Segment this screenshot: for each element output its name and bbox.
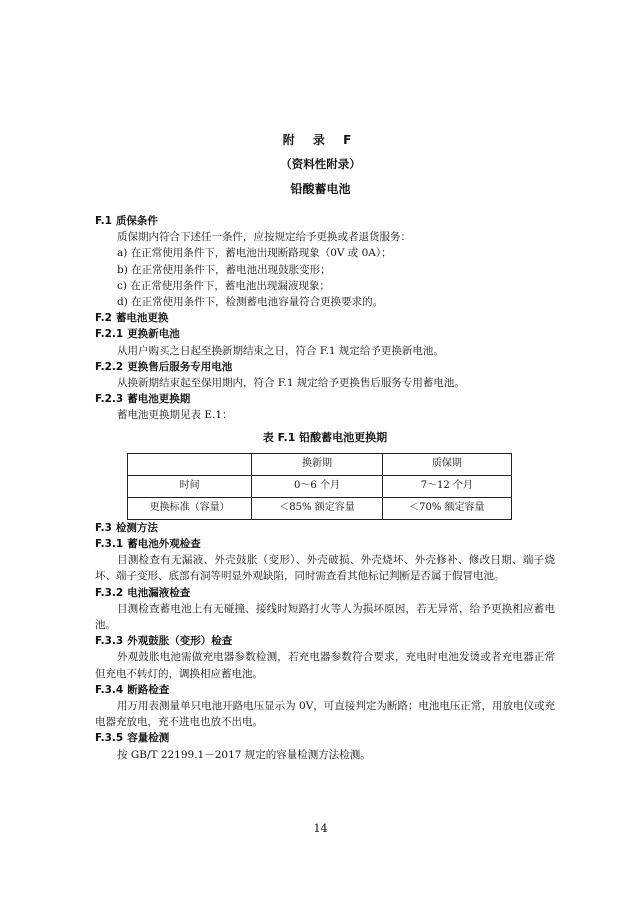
page-number: 14 [313, 822, 328, 835]
section-f21-text: 从用户购买之日起至换新期结束之日，符合 F.1 规定给予更换新电池。 [117, 344, 444, 357]
table-cell: ＜70% 额定容量 [382, 497, 511, 519]
section-number: F.3.1 [95, 538, 124, 551]
annex-subtitle: （资料性附录） [280, 157, 361, 171]
section-heading-f33 [95, 633, 555, 649]
section-title: 蓄电池外观检查 [127, 538, 201, 551]
section-title: 外观鼓胀（变形）检查 [127, 635, 233, 648]
replacement-period-table [127, 453, 512, 520]
table-cell: 时间 [128, 475, 252, 497]
section-heading-f3 [95, 520, 555, 536]
list-item: a) 在正常使用条件下，蓄电池出现断路现象（0V 或 0A）； [117, 247, 392, 260]
section-number: F.2 [95, 312, 112, 325]
table-header-row [128, 453, 512, 475]
section-title: 容量检测 [127, 732, 170, 745]
table-row [128, 497, 512, 519]
table-header-cell: 换新期 [252, 453, 382, 475]
table-cell: ＜85% 额定容量 [252, 497, 382, 519]
section-title: 断路检查 [127, 683, 170, 696]
section-f22-text: 从换新期结束起至保用期内，符合 F.1 规定给予更换售后服务专用蓄电池。 [117, 377, 465, 390]
section-title: 蓄电池更换 [115, 312, 169, 325]
list-item: b) 在正常使用条件下，蓄电池出现鼓胀变形； [117, 263, 331, 276]
section-title: 蓄电池更换期 [127, 393, 191, 406]
table-cell: 更换标准（容量） [128, 497, 252, 519]
document-body [95, 213, 555, 763]
section-heading-f22 [95, 359, 555, 375]
section-title: 质保条件 [115, 215, 158, 227]
section-heading-f2 [95, 310, 555, 326]
list-item: c) 在正常使用条件下，蓄电池出现漏液现象； [117, 279, 330, 292]
section-heading-f34 [95, 682, 555, 698]
section-title: 检测方法 [115, 521, 158, 534]
table-row [128, 475, 512, 497]
section-heading-f31 [95, 536, 555, 552]
table-cell: 7～12 个月 [382, 475, 511, 497]
section-title: 更换新电池 [127, 328, 180, 341]
table-title: 表 F.1 铅酸蓄电池更换期 [262, 430, 388, 444]
section-number: F.3.4 [95, 683, 124, 696]
section-f32-text: 目测检查蓄电池上有无碰撞、接线时短路打火等人为损坏原因，若无异常，给予更换相应蓄电池。 [95, 602, 555, 632]
section-heading-f1 [95, 213, 555, 229]
section-f23-text: 蓄电池更换期见表 E.1： [117, 409, 233, 422]
section-f35-text: 按 GB/T 22199.1－2017 规定的容量检测方法检测。 [117, 748, 371, 761]
section-number: F.2.1 [95, 328, 124, 341]
section-f33-text: 外观鼓胀电池需做充电器参数检测，若充电器参数符合要求，充电时电池发烫或者充电器正常但充电不转灯的，调换相应蓄电池。 [95, 651, 555, 680]
table-cell: 0～6 个月 [252, 475, 382, 497]
section-f31-text: 目测检查有无漏液、外壳鼓胀（变形）、外壳破损、外壳烧坏、外壳修补、修改日期、端子烧坏、端子变形、底部有洞等明显外观缺陷，同时需查看其他标记判断是否属于假冒电池。 [95, 554, 555, 583]
annex-title: 附 录 F [282, 133, 359, 147]
section-number: F.3.5 [95, 732, 124, 745]
section-number: F.3.3 [95, 635, 124, 648]
table-header-cell: 质保期 [382, 453, 511, 475]
section-heading-f23 [95, 391, 555, 407]
section-number: F.3 [95, 521, 112, 534]
section-number: F.2.2 [95, 360, 124, 373]
section-heading-f32 [95, 585, 555, 601]
section-heading-f21 [95, 326, 555, 342]
section-number: F.1 [95, 215, 112, 227]
section-f34-text: 用万用表测量单只电池开路电压显示为 0V，可直接判定为断路；电池电压正常，用放电仪或充电器充放电，充不进电也放不出电。 [95, 700, 555, 729]
section-number: F.3.2 [95, 586, 124, 599]
table-header-cell [128, 453, 252, 475]
section-f1-intro: 质保期内符合下述任一条件，应按规定给予更换或者退货服务： [117, 231, 411, 244]
section-title: 电池漏液检查 [127, 586, 191, 599]
section-title: 更换售后服务专用电池 [127, 360, 233, 373]
list-item: d) 在正常使用条件下，检测蓄电池容量符合更换要求的。 [117, 296, 384, 309]
annex-name: 铅酸蓄电池 [290, 182, 351, 196]
section-heading-f35 [95, 730, 555, 746]
section-number: F.2.3 [95, 393, 124, 406]
